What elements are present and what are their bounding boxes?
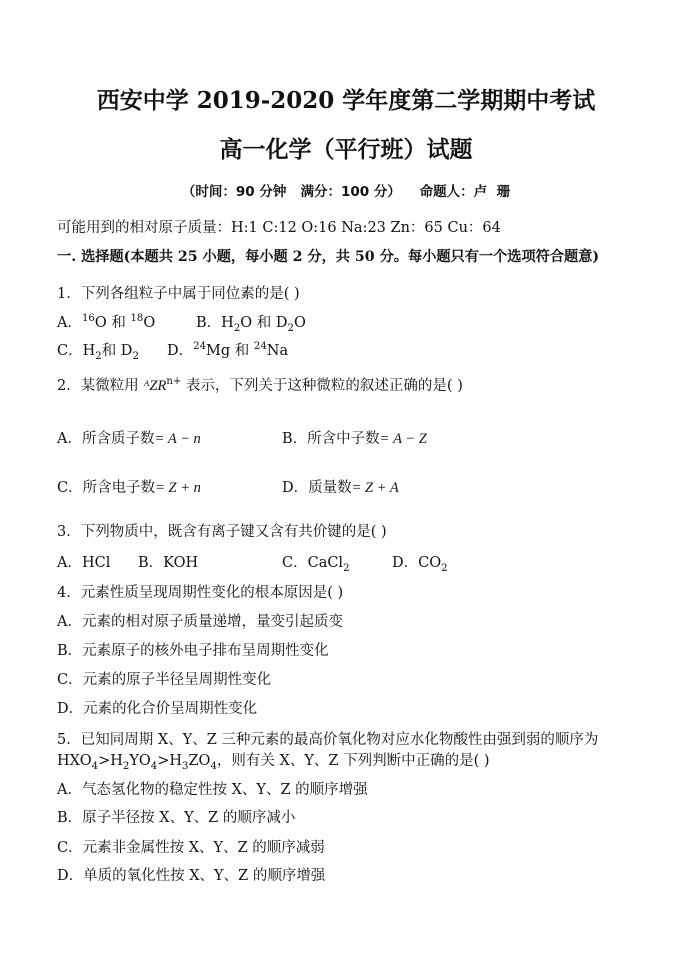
answer-option bbox=[196, 313, 306, 333]
text: ZO bbox=[188, 753, 211, 769]
text: C．所含电子数 bbox=[57, 480, 156, 496]
answer-option bbox=[57, 670, 271, 690]
text: 和 D bbox=[101, 343, 133, 359]
answer-option bbox=[282, 429, 427, 449]
text: C．H bbox=[57, 343, 96, 359]
math-expression: = A − n bbox=[154, 431, 201, 447]
subscript: 2 bbox=[287, 322, 294, 334]
text: A．所含质子数 bbox=[57, 431, 155, 447]
text: D．元素的化合价呈周期性变化 bbox=[57, 701, 258, 717]
subscript: 2 bbox=[343, 562, 350, 574]
answer-option bbox=[282, 553, 350, 573]
answer-option bbox=[57, 313, 155, 333]
answer-option bbox=[57, 641, 329, 661]
superscript: n+ bbox=[166, 376, 182, 388]
subscript: 3 bbox=[182, 760, 189, 772]
text: Mg 和 bbox=[206, 343, 254, 359]
text: A． bbox=[57, 315, 82, 331]
answer-option bbox=[57, 780, 368, 800]
text: B．H bbox=[196, 315, 234, 331]
question-stem bbox=[57, 730, 598, 750]
answer-option bbox=[392, 553, 448, 573]
question-stem bbox=[57, 376, 463, 396]
subscript: 2 bbox=[122, 760, 130, 772]
answer-option bbox=[167, 341, 288, 361]
question-stem bbox=[57, 284, 300, 304]
subscript: 2 bbox=[132, 350, 139, 362]
superscript: 18 bbox=[130, 313, 144, 325]
text: ，则有关 X、Y、Z 下列判断中正确的是( ) bbox=[216, 753, 490, 769]
text: O bbox=[293, 315, 306, 331]
section-heading: 一. 选择题(本题共 25 小题，每小题 2 分，共 50 分。每小题只有一个选项符合题意) bbox=[57, 249, 600, 265]
exam-title: 西安中学 2019-2020 学年度第二学期期中考试 bbox=[96, 87, 596, 114]
superscript: 24 bbox=[193, 341, 207, 353]
text: C．元素非金属性按 X、Y、Z 的顺序减弱 bbox=[57, 840, 325, 856]
exam-subtitle: 高一化学（平行班）试题 bbox=[219, 136, 473, 163]
question-stem bbox=[57, 583, 343, 603]
answer-option bbox=[57, 478, 201, 498]
text: 5．已知同周期 X、Y、Z 三种元素的最高价氧化物对应水化物酸性由强到弱的顺序为 bbox=[57, 732, 599, 748]
subscript: 4 bbox=[91, 760, 99, 772]
subscript: 2 bbox=[95, 350, 102, 362]
text: D．CO bbox=[392, 555, 442, 571]
question-stem bbox=[57, 751, 490, 771]
text: C．CaCl bbox=[282, 555, 344, 571]
text: O bbox=[143, 315, 156, 331]
text: >H bbox=[98, 753, 123, 769]
math-expression: = Z + n bbox=[155, 480, 201, 496]
subscript: 4 bbox=[210, 760, 217, 772]
text: B．所含中子数 bbox=[282, 431, 380, 447]
math-expression: = A − Z bbox=[379, 431, 427, 447]
text: D．单质的氧化性按 X、Y、Z 的顺序增强 bbox=[57, 868, 326, 884]
answer-option bbox=[282, 478, 399, 498]
text: D． bbox=[167, 343, 194, 359]
text: A．气态氢化物的稳定性按 X、Y、Z 的顺序增强 bbox=[57, 782, 368, 798]
text: 表示，下列关于这种微粒的叙述正确的是( ) bbox=[181, 378, 463, 394]
text: 3．下列物质中，既含有离子键又含有共价键的是( ) bbox=[57, 524, 387, 540]
text: 4．元素性质呈现周期性变化的根本原因是( ) bbox=[57, 585, 344, 601]
answer-option bbox=[57, 553, 110, 573]
math-expression: = Z + A bbox=[351, 480, 399, 496]
text: B．元素原子的核外电子排布呈周期性变化 bbox=[57, 643, 329, 659]
answer-option bbox=[138, 553, 198, 573]
text: 1．下列各组粒子中属于同位素的是( ) bbox=[57, 286, 300, 302]
question-stem bbox=[57, 522, 387, 542]
answer-option bbox=[57, 341, 139, 361]
text: C．元素的原子半径呈周期性变化 bbox=[57, 672, 272, 688]
exam-info: （时间：90 分钟 满分：100 分） 命题人：卢 珊 bbox=[181, 184, 511, 200]
subscript: 2 bbox=[233, 322, 241, 334]
atomic-masses: 可能用到的相对原子质量：H:1 C:12 O:16 Na:23 Zn：65 Cu：64 bbox=[57, 220, 501, 236]
text: >H bbox=[157, 753, 183, 769]
text: YO bbox=[129, 753, 151, 769]
text: Na bbox=[266, 343, 289, 359]
superscript: 24 bbox=[253, 341, 267, 353]
text: HXO bbox=[57, 753, 92, 769]
answer-option bbox=[57, 866, 325, 886]
text: O 和 bbox=[94, 315, 131, 331]
text: 2．某微粒用 bbox=[57, 378, 144, 394]
answer-option bbox=[57, 699, 257, 719]
text: A．HCl bbox=[57, 555, 111, 571]
math-expression: ᴬZR bbox=[143, 378, 167, 394]
answer-option bbox=[57, 612, 343, 632]
answer-option bbox=[57, 429, 201, 449]
text: O 和 D bbox=[240, 315, 288, 331]
text: D．质量数 bbox=[282, 480, 352, 496]
subscript: 4 bbox=[150, 760, 158, 772]
text: B．KOH bbox=[138, 555, 199, 571]
text: A．元素的相对原子质量递增，量变引起质变 bbox=[57, 614, 343, 630]
answer-option bbox=[57, 808, 295, 828]
answer-option bbox=[57, 838, 325, 858]
superscript: 16 bbox=[81, 313, 95, 325]
subscript: 2 bbox=[441, 562, 448, 574]
text: B．原子半径按 X、Y、Z 的顺序减小 bbox=[57, 810, 296, 826]
